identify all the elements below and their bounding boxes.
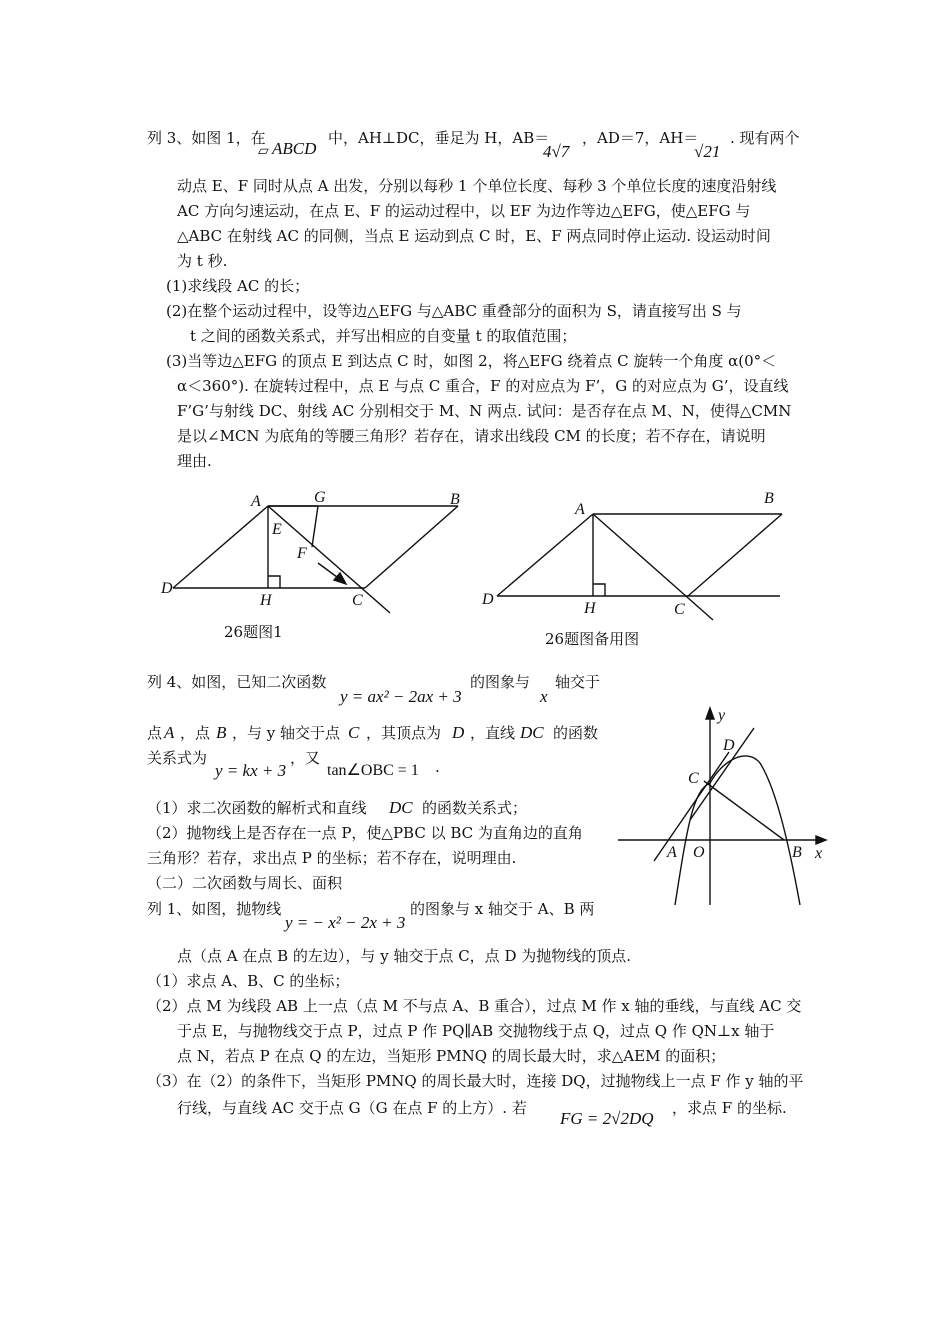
ex4-point-a: A xyxy=(164,723,175,742)
ex3-question-3d: 是以∠MCN 为底角的等腰三角形？若存在，请求出线段 CM 的长度；若不存在，请说明 xyxy=(177,427,766,445)
line-dc xyxy=(690,728,754,820)
section-2-heading: （二）二次函数与周长、面积 xyxy=(147,874,343,892)
ex4-formula-quadratic: y = ax² − 2ax + 3 xyxy=(340,687,462,706)
fig1-label-g: G xyxy=(314,489,326,506)
ex3-line3: AC 方向匀速运动，在点 E、F 的运动过程中，以 EF 为边作等边△EFG，使△EFG 与 xyxy=(177,202,751,220)
ex4-line-dc: DC xyxy=(520,723,544,742)
parallelogram-name: ABCD xyxy=(272,139,317,158)
fig2-label-c: C xyxy=(674,601,685,618)
sec2-question-3c: ，求点 F 的坐标. xyxy=(672,1099,787,1117)
graph-label-c: C xyxy=(688,770,699,787)
fig1-label-d: D xyxy=(161,580,173,597)
ex4-line3-c: . xyxy=(435,758,440,776)
sec2-formula-parabola: y = − x² − 2x + 3 xyxy=(285,913,406,932)
sec2-line2: 点（点 A 在点 B 的左边），与 y 轴交于点 C，点 D 为抛物线的顶点. xyxy=(177,947,632,965)
fig1-label-h: H xyxy=(260,592,272,609)
ex4-question-1b: 的函数关系式； xyxy=(422,799,528,817)
y-axis-arrow-icon xyxy=(706,708,714,719)
ex4-line3-b: ，又 xyxy=(290,749,321,767)
ex4-question-2a: （2）抛物线上是否存在一点 P，使△PBC 以 BC 为直角边的直角 xyxy=(147,824,583,842)
fig1-label-e: E xyxy=(272,521,282,538)
ex4-line2-a: 点 xyxy=(147,724,163,742)
ex4-line2-f: 的函数 xyxy=(553,724,599,742)
ex4-point-d: D xyxy=(452,723,465,742)
ex4-line1-a: 列 4、如图，已知二次函数 xyxy=(147,673,327,691)
ex4-question-1a: （1）求二次函数的解析式和直线 xyxy=(147,799,367,817)
sec2-formula-fg: FG = 2√2DQ xyxy=(560,1109,654,1128)
ah-value: √21 xyxy=(694,142,721,161)
ab-value: 4√7 xyxy=(543,142,570,161)
ex4-point-b: B xyxy=(216,723,227,742)
ex3-question-1: (1)求线段 AC 的长； xyxy=(166,277,310,295)
ex4-line2-b: ，点 xyxy=(180,724,211,742)
fig1-label-a: A xyxy=(251,493,261,510)
sec2-line1-a: 列 1、如图，抛物线 xyxy=(147,900,282,918)
ex3-line1-c: ，AD＝7，AH＝ xyxy=(582,129,699,147)
fig1-label-b: B xyxy=(450,491,460,508)
parallelogram-icon: ▱ xyxy=(258,143,269,159)
ex4-line1-c: 轴交于 xyxy=(555,673,601,691)
ex3-question-3a: (3)当等边△EFG 的顶点 E 到达点 C 时，如图 2，将△EFG 绕着点 C 旋转一个角度 α(0°＜ xyxy=(166,352,777,370)
sec2-line1-b: 的图象与 x 轴交于 A、B 两 xyxy=(410,900,595,918)
sec2-question-2c: 点 N，若点 P 在点 Q 的左边，当矩形 PMNQ 的周长最大时，求△AEM 的面积； xyxy=(177,1047,726,1065)
fig2-label-b: B xyxy=(764,490,774,507)
ex4-line3-a: 关系式为 xyxy=(147,749,208,767)
ex4-formula-tan: tan∠OBC = 1 xyxy=(327,762,419,779)
fig2-label-d: D xyxy=(482,591,494,608)
ex3-line4: △ABC 在射线 AC 的同侧，当点 E 运动到点 C 时，E、F 两点同时停止运动. 设运动时间 xyxy=(177,227,771,245)
ex4-line2-e: ，直线 xyxy=(470,724,516,742)
fig2-label-h: H xyxy=(584,600,596,617)
ex3-line5: 为 t 秒. xyxy=(177,252,228,270)
graph-label-o: O xyxy=(693,844,705,861)
graph-label-b: B xyxy=(792,844,802,861)
fig1-caption: 26题图1 xyxy=(224,623,283,641)
fig2-caption: 26题图备用图 xyxy=(545,630,640,648)
ex3-question-3b: α＜360°). 在旋转过程中，点 E 与点 C 重合，F 的对应点为 F’，G 的对应点为 G’，设直线 xyxy=(177,377,789,395)
ex4-point-c: C xyxy=(348,723,360,742)
ex3-question-2a: (2)在整个运动过程中，设等边△EFG 与△ABC 重叠部分的面积为 S，请直接写出 S 与 xyxy=(166,302,742,320)
sec2-question-3a: （3）在（2）的条件下，当矩形 PMNQ 的周长最大时，连接 DQ，过抛物线上一点 F 作 y 轴的平 xyxy=(147,1072,804,1090)
ex3-question-3e: 理由. xyxy=(177,452,212,470)
ex3-line1-d: . 现有两个 xyxy=(730,129,800,147)
ex4-x-symbol: x xyxy=(540,687,548,706)
ex3-line1-a: 列 3、如图 1，在 xyxy=(147,129,266,147)
ex3-line1-b: 中，AH⊥DC，垂足为 H，AB＝ xyxy=(328,129,550,147)
ex3-question-2b: t 之间的函数关系式，并写出相应的自变量 t 的取值范围； xyxy=(190,327,577,345)
graph-label-x: x xyxy=(815,845,823,862)
fig1-label-c: C xyxy=(352,592,363,609)
graph-label-y: y xyxy=(718,707,726,724)
ex3-line2: 动点 E、F 同时从点 A 出发，分别以每秒 1 个单位长度、每秒 3 个单位长度的速度沿射线 xyxy=(177,177,777,195)
ex3-question-3c: F’G’与射线 DC、射线 AC 分别相交于 M、N 两点. 试问：是否存在点 M、N，使得△CMN xyxy=(177,402,792,420)
ex4-line1-b: 的图象与 xyxy=(470,673,531,691)
graph-label-a: A xyxy=(667,844,677,861)
sec2-question-1: （1）求点 A、B、C 的坐标； xyxy=(147,972,350,990)
ex4-line2-d: ，其顶点为 xyxy=(366,724,442,742)
graph-label-d: D xyxy=(723,737,735,754)
fig1-label-f: F xyxy=(297,545,307,562)
ex4-question-1-dc: DC xyxy=(389,798,413,817)
ex4-question-2b: 三角形？若存，求出点 P 的坐标；若不存在，说明理由. xyxy=(147,849,517,867)
ex4-formula-linear: y = kx + 3 xyxy=(215,761,287,780)
sec2-question-3b: 行线，与直线 AC 交于点 G（G 在点 F 的上方）. 若 xyxy=(177,1099,527,1117)
sec2-question-2a: （2）点 M 为线段 AB 上一点（点 M 不与点 A、B 重合），过点 M 作 x 轴的垂线，与直线 AC 交 xyxy=(147,997,802,1015)
sec2-question-2b: 于点 E，与抛物线交于点 P，过点 P 作 PQ∥AB 交抛物线于点 Q，过点 Q 作 QN⊥x 轴于 xyxy=(177,1022,775,1040)
fig2-label-a: A xyxy=(575,501,585,518)
ex4-line2-c: ，与 y 轴交于点 xyxy=(232,724,341,742)
